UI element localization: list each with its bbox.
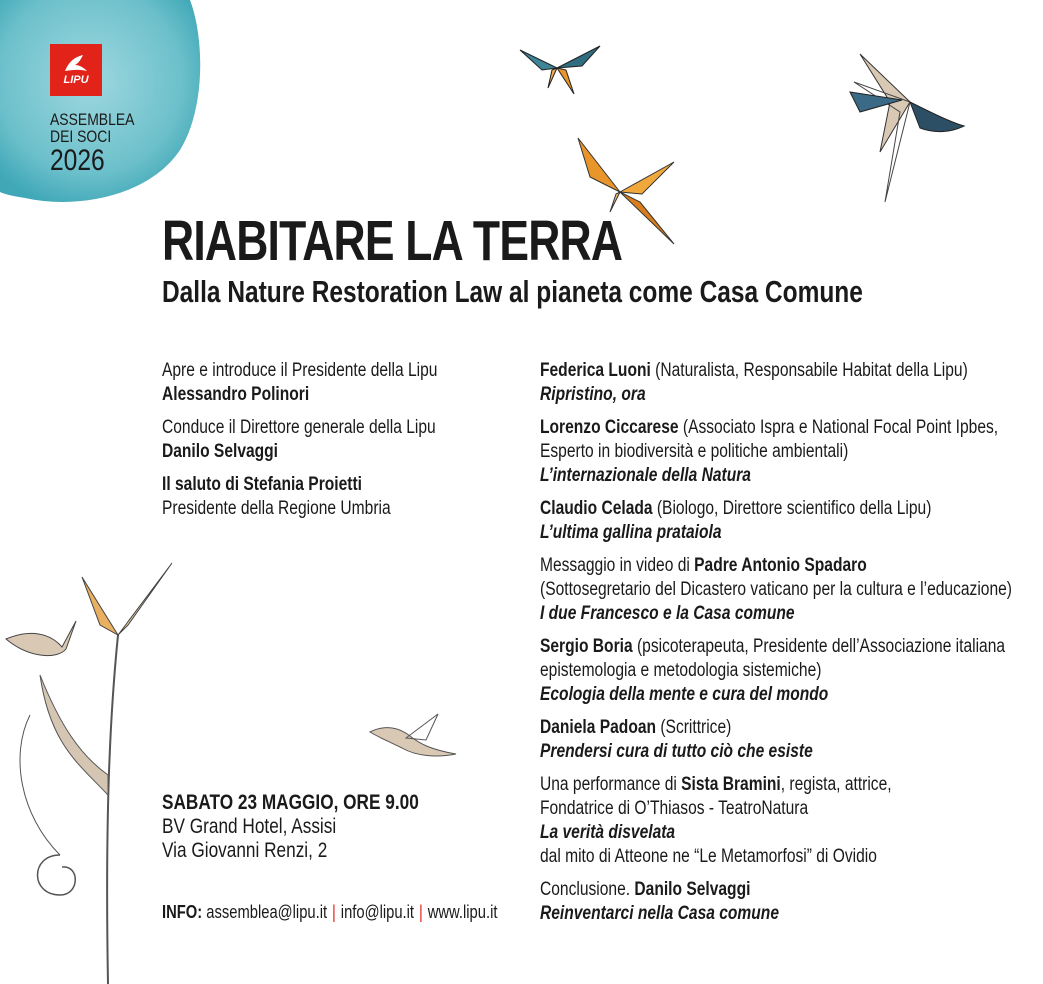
bird-logo-icon — [61, 51, 91, 75]
talk-title: L’internazionale della Natura — [540, 465, 751, 486]
speaker-role: Fondatrice di O’Thiasos - TeatroNatura — [540, 798, 809, 819]
speaker-role: (Scrittrice) — [656, 717, 732, 738]
speaker-block — [540, 716, 1009, 764]
speaker-block — [540, 416, 1009, 488]
info-label: INFO: — [162, 902, 203, 922]
talk-title: Ecologia della mente e cura del mondo — [540, 684, 829, 705]
greeting-role: Presidente della Regione Umbria — [162, 498, 391, 519]
page-title: RIABITARE LA TERRA — [162, 209, 623, 273]
speaker-block — [540, 554, 1012, 626]
speaker-name: Danilo Selvaggi — [634, 879, 751, 900]
logo-text: LIPU — [63, 74, 89, 86]
talk-title: L’ultima gallina prataiola — [540, 522, 722, 543]
greeting-block — [162, 473, 506, 521]
assembly-label — [50, 111, 134, 177]
speaker-intro: Una performance di — [540, 774, 682, 795]
intro-block — [162, 359, 506, 407]
page-subtitle: Dalla Nature Restoration Law al pianeta come Casa Comune — [162, 274, 863, 309]
separator: | — [418, 902, 423, 922]
butterfly-teal-icon — [512, 38, 602, 98]
website-link[interactable]: www.lipu.it — [427, 902, 498, 922]
speakers-program — [540, 359, 1012, 935]
info-line — [162, 900, 497, 924]
talk-title: Prendersi cura di tutto ciò che esiste — [540, 741, 813, 762]
speaker-role: (Naturalista, Responsabile Habitat della Lipu) — [650, 360, 968, 381]
intro-label: Apre e introduce il Presidente della Lipu — [162, 360, 438, 381]
speaker-name: Sista Bramini — [681, 774, 781, 795]
speaker-name: Padre Antonio Spadaro — [694, 555, 867, 576]
conduct-label: Conduce il Direttore generale della Lipu — [162, 417, 436, 438]
speaker-block — [540, 635, 1009, 707]
bird-small-icon — [366, 710, 462, 762]
speaker-intro: Messaggio in video di — [540, 555, 695, 576]
speaker-block — [540, 878, 1009, 926]
talk-title: Ripristino, ora — [540, 384, 646, 405]
email-link-info[interactable]: info@lipu.it — [340, 902, 415, 922]
assembly-line1: ASSEMBLEA — [50, 110, 135, 129]
talk-note: dal mito di Atteone ne “Le Metamorfosi” di Ovidio — [540, 846, 877, 867]
speaker-name: Federica Luoni — [540, 360, 651, 381]
event-venue: BV Grand Hotel, Assisi — [162, 815, 337, 838]
speaker-role: (Biologo, Direttore scientifico della Lipu) — [652, 498, 932, 519]
speaker-role: (Sottosegretario del Dicastero vaticano per la cultura e l’educazione) — [540, 579, 1012, 600]
talk-title: Reinventarci nella Casa comune — [540, 903, 779, 924]
speaker-role: epistemologia e metodologia sistemiche) — [540, 660, 822, 681]
lipu-logo — [50, 44, 102, 96]
email-link-assemblea[interactable]: assemblea@lipu.it — [206, 902, 328, 922]
event-address: Via Giovanni Renzi, 2 — [162, 839, 328, 862]
event-date: SABATO 23 MAGGIO, ORE 9.00 — [162, 791, 419, 814]
speaker-intro: Conclusione. — [540, 879, 635, 900]
speaker-name: Lorenzo Ciccarese — [540, 417, 679, 438]
speaker-role: (Associato Ispra e National Focal Point Ipbes, — [678, 417, 999, 438]
swallow-icon — [840, 42, 970, 202]
speaker-role: Esperto in biodiversità e politiche ambientali) — [540, 441, 849, 462]
event-details — [162, 791, 419, 863]
speaker-name: Daniela Padoan — [540, 717, 657, 738]
intro-name: Alessandro Polinori — [162, 384, 310, 405]
speaker-role: , regista, attrice, — [780, 774, 892, 795]
separator: | — [332, 902, 336, 922]
assembly-year: 2026 — [50, 144, 105, 177]
greeting-name: Il saluto di Stefania Proietti — [162, 474, 362, 495]
speaker-block — [540, 497, 1009, 545]
conduct-block — [162, 416, 506, 464]
speaker-block — [540, 773, 1009, 869]
assembly-line2: DEI SOCI — [50, 127, 112, 146]
speaker-name: Claudio Celada — [540, 498, 653, 519]
speaker-role: (psicoterapeuta, Presidente dell’Associazione italiana — [632, 636, 1006, 657]
speaker-name: Sergio Boria — [540, 636, 633, 657]
conduct-name: Danilo Selvaggi — [162, 441, 279, 462]
speaker-block — [540, 359, 1009, 407]
left-program — [162, 359, 506, 530]
talk-title: La verità disvelata — [540, 822, 676, 843]
talk-title: I due Francesco e la Casa comune — [540, 603, 795, 624]
